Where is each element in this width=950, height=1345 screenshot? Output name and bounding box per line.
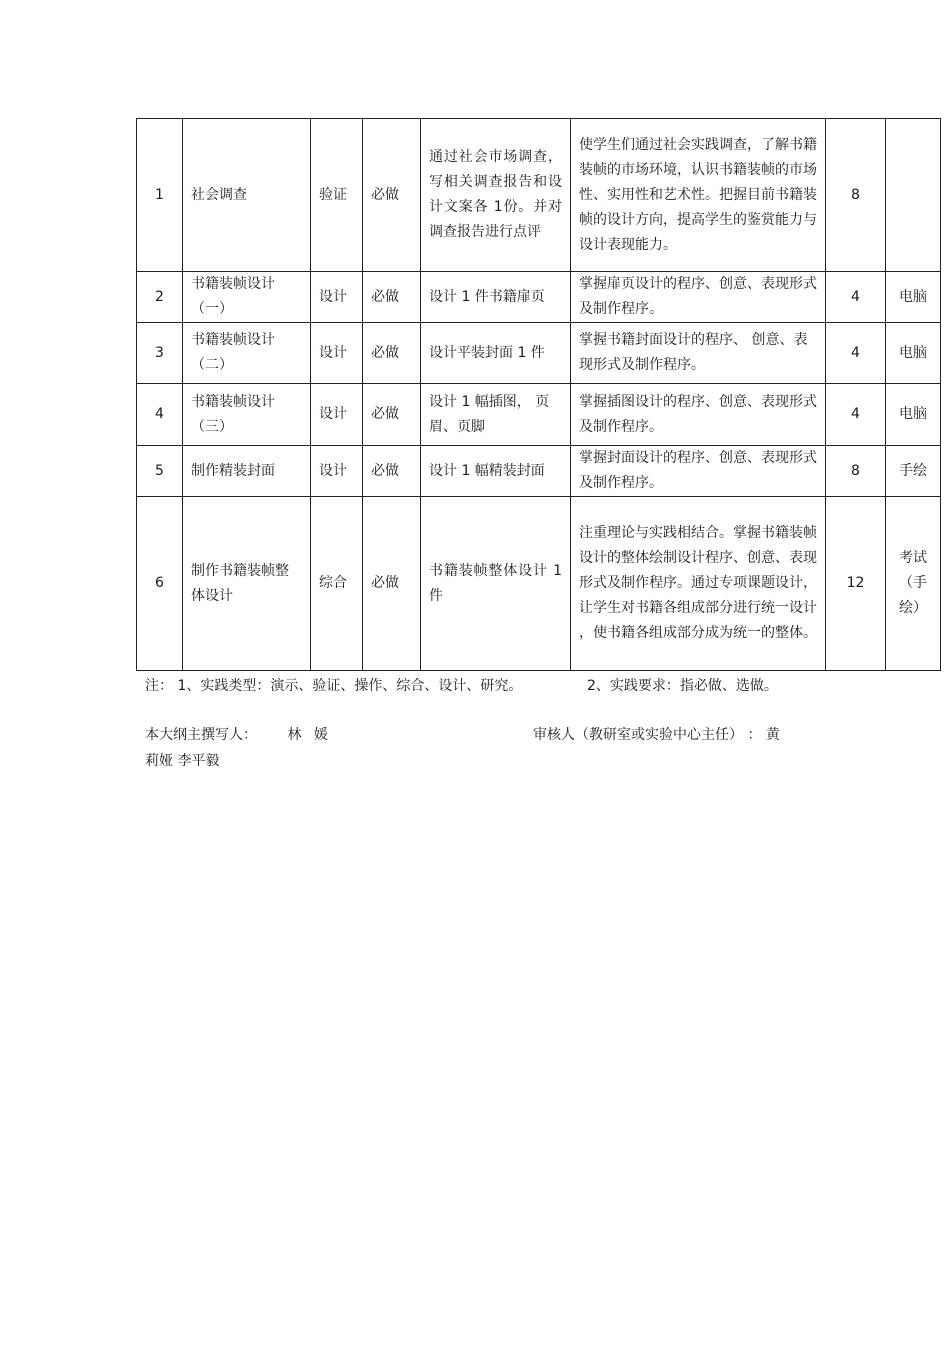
reviewer-label: 审核人（教研室或实验中心主任） ： 黄	[533, 727, 780, 743]
hours: 4	[826, 384, 886, 446]
experiment-content: 通过社会市场调查，写相关调查报告和设计文案各 1份。并对调查报告进行点评	[421, 119, 571, 272]
author-line	[145, 724, 332, 744]
experiment-goal: 掌握插图设计的程序、创意、表现形式及制作程序。	[571, 384, 826, 446]
author-label: 本大纲主撰写人：	[145, 727, 257, 743]
experiment-type: 设计	[311, 323, 363, 384]
remark: 电脑	[886, 384, 941, 446]
table-row	[137, 323, 941, 384]
reviewer-names: 莉娅 李平毅	[145, 753, 220, 769]
experiment-type: 验证	[311, 119, 363, 272]
row-number: 6	[137, 497, 183, 671]
remark	[886, 119, 941, 272]
requirement: 必做	[363, 119, 421, 272]
experiment-content: 设计平装封面 1 件	[421, 323, 571, 384]
requirement: 必做	[363, 272, 421, 323]
table-row	[137, 497, 941, 671]
experiment-goal: 掌握封面设计的程序、创意、表现形式及制作程序。	[571, 446, 826, 497]
row-number: 3	[137, 323, 183, 384]
experiment-table	[136, 118, 941, 671]
row-number: 4	[137, 384, 183, 446]
experiment-content: 书籍装帧整体设计 1 件	[421, 497, 571, 671]
experiment-name: 制作书籍装帧整体设计	[183, 497, 311, 671]
table-row	[137, 384, 941, 446]
experiment-content: 设计 1 幅精装封面	[421, 446, 571, 497]
hours: 8	[826, 119, 886, 272]
hours: 4	[826, 323, 886, 384]
requirement: 必做	[363, 446, 421, 497]
remark: 电脑	[886, 272, 941, 323]
experiment-name: 社会调查	[183, 119, 311, 272]
experiment-name: 书籍装帧设计（三）	[183, 384, 311, 446]
experiment-goal: 掌握扉页设计的程序、创意、表现形式及制作程序。	[571, 272, 826, 323]
remark: 考试（手绘）	[886, 497, 941, 671]
table-row	[137, 119, 941, 272]
table-row	[137, 446, 941, 497]
remark: 电脑	[886, 323, 941, 384]
footnote-item-2: 2、实践要求：指必做、选做。	[587, 678, 778, 694]
experiment-content: 设计 1 件书籍扉页	[421, 272, 571, 323]
experiment-type: 设计	[311, 446, 363, 497]
hours: 12	[826, 497, 886, 671]
row-number: 2	[137, 272, 183, 323]
hours: 8	[826, 446, 886, 497]
table-row	[137, 272, 941, 323]
experiment-goal: 掌握书籍封面设计的程序、 创意、表现形式及制作程序。	[571, 323, 826, 384]
row-number: 1	[137, 119, 183, 272]
experiment-name: 制作精装封面	[183, 446, 311, 497]
hours: 4	[826, 272, 886, 323]
footnote	[145, 675, 778, 695]
row-number: 5	[137, 446, 183, 497]
experiment-type: 综合	[311, 497, 363, 671]
experiment-name: 书籍装帧设计（一）	[183, 272, 311, 323]
experiment-goal: 注重理论与实践相结合。掌握书籍装帧设计的整体绘制设计程序、创意、表现形式及制作程序。通过专项课题设计，让学生对书籍各组成部分进行统一设计 ，使书籍各组成部分成为统一的整体。	[571, 497, 826, 671]
experiment-type: 设计	[311, 272, 363, 323]
requirement: 必做	[363, 323, 421, 384]
author-name: 林 媛	[287, 727, 332, 743]
requirement: 必做	[363, 497, 421, 671]
requirement: 必做	[363, 384, 421, 446]
remark: 手绘	[886, 446, 941, 497]
experiment-name: 书籍装帧设计（二）	[183, 323, 311, 384]
experiment-type: 设计	[311, 384, 363, 446]
experiment-goal: 使学生们通过社会实践调查，了解书籍装帧的市场环境，认识书籍装帧的市场性、实用性和艺术性。把握目前书籍装帧的设计方向，提高学生的鉴赏能力与设计表现能力。	[571, 119, 826, 272]
experiment-content: 设计 1 幅插图， 页眉、页脚	[421, 384, 571, 446]
footnote-item-1: 注： 1、实践类型：演示、验证、操作、综合、设计、研究。	[145, 678, 523, 694]
